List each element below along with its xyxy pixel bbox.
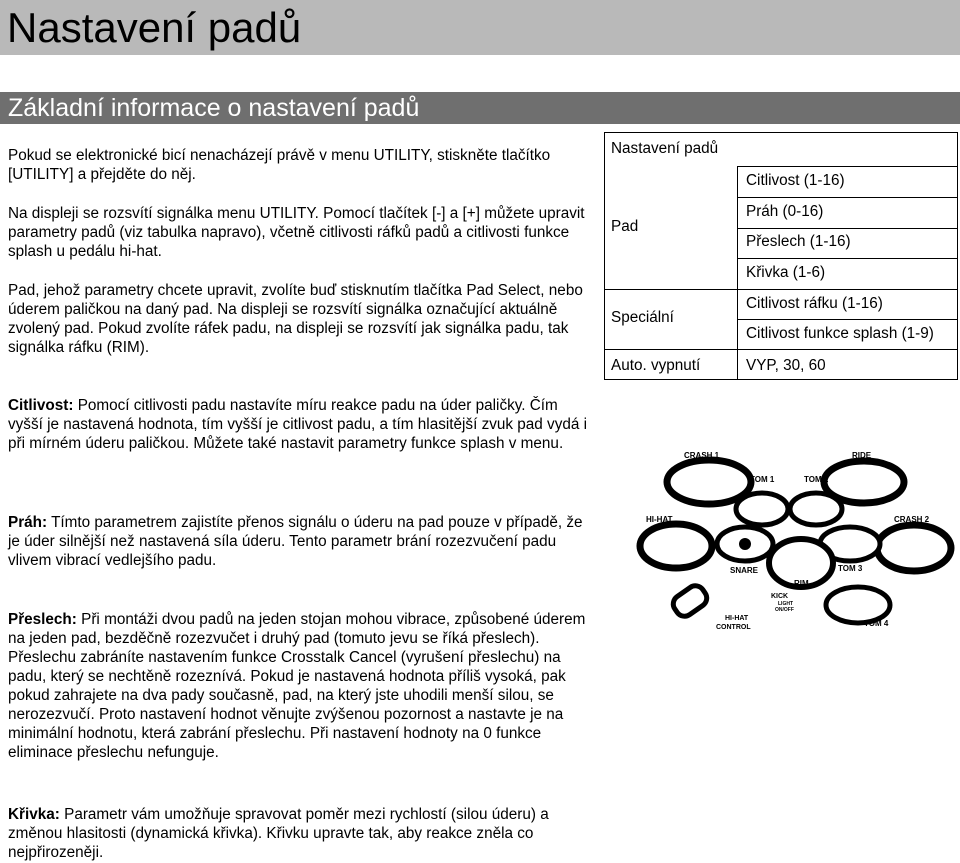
drum-kit-diagram <box>628 440 958 640</box>
intro-paragraph-3: Pad, jehož parametry chcete upravit, zvolíte buď stisknutím tlačítka Pad Select, nebo úderem paličkou na daný pad. Na displeji se rozsvítí signálka označující aktuálně zvolený pad. Pokud zvolíte ráfek padu, na displeji se rozsvítí jak signálka padu, tak signálka ráfku (RIM). <box>8 282 583 356</box>
table-group-pad: Pad <box>611 218 639 235</box>
param-term: Křivka: <box>8 806 60 823</box>
hihat-label: HI-HAT <box>646 515 673 524</box>
table-item: Křivka (1-6) <box>746 264 826 281</box>
tom1-pad <box>736 493 788 525</box>
tom3-label: TOM 3 <box>838 564 863 573</box>
param-text: Tímto parametrem zajistíte přenos signálu o úderu na pad pouze v případě, že je úder silnější než nastavená síla úderu. Tento parametr brání rozezvučení padu vlivem vibrací vedlejšího padu. <box>8 514 583 569</box>
table-item: Citlivost ráfku (1-16) <box>746 295 883 312</box>
param-crosstalk <box>8 610 598 762</box>
param-text: Při montáži dvou padů na jeden stojan mohou vibrace, způsobené úderem na jeden pad, bezděčně rozezvučet i druhý pad (tomuto jevu se říká přeslech). Přeslechu zabráníte nastavením funkce Crosstalk Cancel (vyrušení přeslechu) na padu, který se nechtěně rozeznívá. Pokud je nastavená hodnota příliš vysoká, pak pokud zahrajete na dva pady současně, pad, na který jste uhodili menší silou, se nerozezvučí. Proto nastavení hodnot věnujte zvýšenou pozornost a nastavte je na minimální hodnotu, která zabrání přeslechu. Při nastavení hodnoty na 0 funkce eliminace přeslechu nefunguje. <box>8 611 586 761</box>
hihat-control-pedal <box>670 582 710 620</box>
table-item: Citlivost funkce splash (1-9) <box>746 325 934 342</box>
table-divider <box>737 166 738 380</box>
table-group-auto-off: Auto. vypnutí <box>611 357 701 374</box>
table-item: Přeslech (1-16) <box>746 233 851 250</box>
kick-sub-label: LIGHT <box>778 601 793 607</box>
snare-label: SNARE <box>730 566 759 575</box>
param-sensitivity <box>8 396 593 453</box>
page-title: Nastavení padů <box>7 4 302 51</box>
table-rule <box>737 258 958 259</box>
table-rule <box>605 349 958 350</box>
pad-settings-table <box>604 132 958 380</box>
table-item: Práh (0-16) <box>746 203 824 220</box>
kick-sub-label: ON/OFF <box>775 607 794 613</box>
section-title-bar <box>0 92 960 124</box>
ride-label: RIDE <box>852 451 872 460</box>
hihat-control-label: HI-HAT <box>725 615 749 622</box>
table-item: VYP, 30, 60 <box>746 357 826 374</box>
intro-paragraph-1: Pokud se elektronické bicí nenacházejí právě v menu UTILITY, stiskněte tlačítko [UTILITY] a přejděte do něj. <box>8 147 551 183</box>
crash1-pad <box>667 460 751 504</box>
hihat-pad <box>640 524 712 568</box>
drum-kit-svg <box>628 440 958 640</box>
table-group-special: Speciální <box>611 309 674 326</box>
param-text: Pomocí citlivosti padu nastavíte míru reakce padu na úder paličky. Čím vyšší je nastavená hodnota, tím vyšší je citlivost padu, a tím hlasitější zvuk pad vydá i při mírném úderu paličkou. Můžete také nastavit parametry funkce splash v menu. <box>8 397 588 452</box>
intro-paragraph-2: Na displeji se rozsvítí signálka menu UTILITY. Pomocí tlačítek [-] a [+] můžete upravit parametry padů (viz tabulka napravo), včetně citlivosti ráfků padů a citlivosti funkce splash u pedálu hi-hat. <box>8 205 585 260</box>
table-item: Citlivost (1-16) <box>746 172 845 189</box>
section-title: Základní informace o nastavení padů <box>8 94 420 122</box>
kick-label: KICK <box>771 593 789 600</box>
hihat-control-label: CONTROL <box>716 624 751 631</box>
param-text: Parametr vám umožňuje spravovat poměr mezi rychlostí (silou úderu) a změnou hlasitosti (dynamická křivka). Křivku upravte tak, aby reakce zněla co nejpřirozeněji. <box>8 806 549 861</box>
tom2-label: TOM 2 <box>804 475 829 484</box>
param-term: Přeslech: <box>8 611 77 628</box>
param-threshold <box>8 513 583 570</box>
tom1-label: TOM 1 <box>750 475 775 484</box>
rim-label: RIM <box>794 579 809 588</box>
tom4-label: TOM 4 <box>864 619 889 628</box>
param-curve <box>8 805 598 862</box>
param-term: Práh: <box>8 514 48 531</box>
table-header: Nastavení padů <box>611 140 719 157</box>
snare-light <box>739 538 751 550</box>
param-term: Citlivost: <box>8 397 74 414</box>
crash1-label: CRASH 1 <box>684 451 720 460</box>
table-rule <box>737 228 958 229</box>
table-rule <box>605 289 958 290</box>
table-rule <box>737 197 958 198</box>
table-rule <box>737 319 958 320</box>
crash2-label: CRASH 2 <box>894 515 930 524</box>
tom2-pad <box>790 493 842 525</box>
table-rule <box>737 166 958 167</box>
page-title-bar <box>0 0 960 55</box>
tom4-pad <box>826 587 890 623</box>
crash2-pad <box>877 525 951 571</box>
